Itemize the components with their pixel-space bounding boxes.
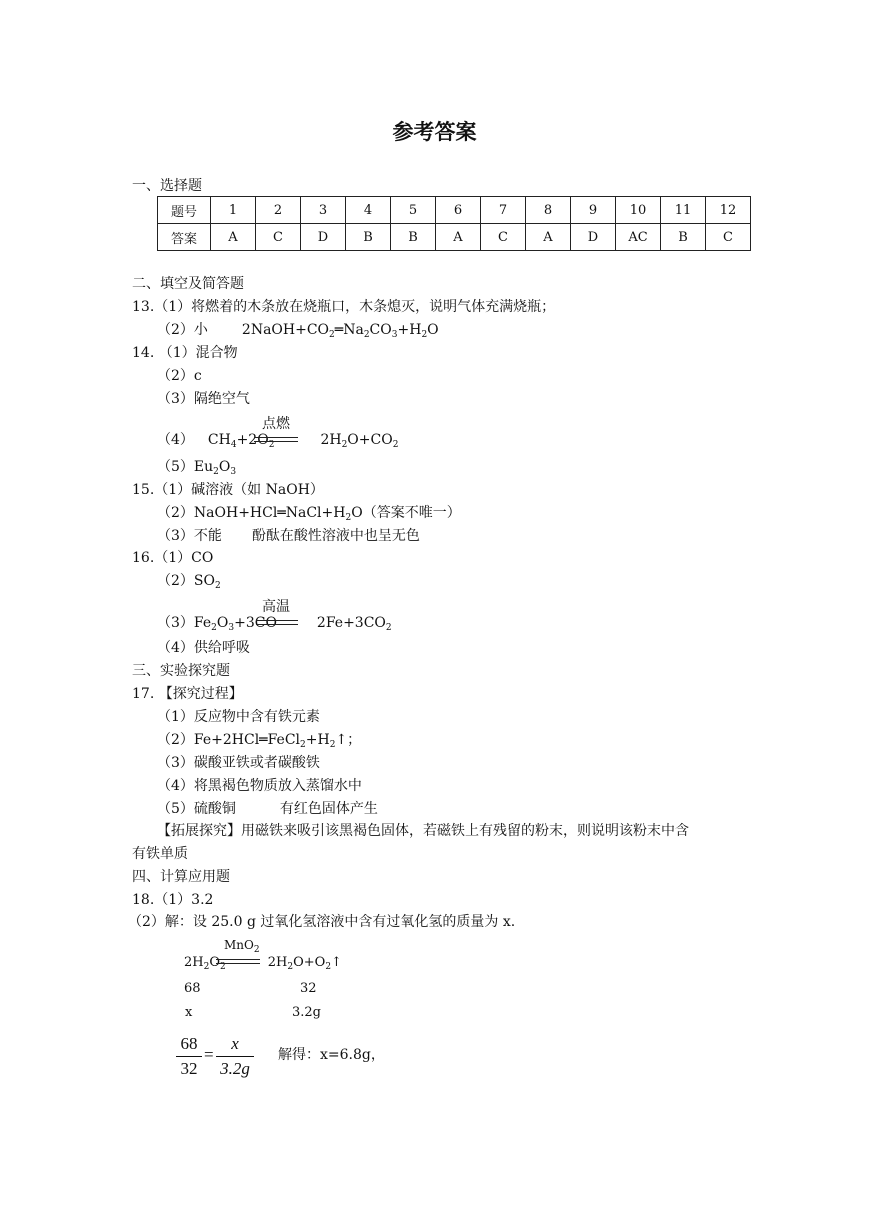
- reaction-condition: MnO$_2$: [224, 938, 260, 955]
- answer-table: [157, 196, 751, 251]
- table-cell: 6: [436, 197, 481, 224]
- answer-line: 15.（1）碱溶液（如 NaOH）: [132, 482, 324, 498]
- table-row: [158, 224, 751, 251]
- answer-line: （1）反应物中含有铁元素: [157, 709, 320, 725]
- answer-line: （2）解：设 25.0 g 过氧化氢溶液中含有过氧化氢的质量为 x.: [128, 914, 516, 930]
- reaction-condition: 点燃: [262, 416, 290, 432]
- equation-arrow: [216, 959, 260, 964]
- answer-line: 14. （1）混合物: [132, 345, 238, 361]
- answer-line: （5）硫酸铜 有红色固体产生: [157, 801, 378, 817]
- table-cell: C: [481, 224, 526, 251]
- table-cell: 5: [391, 197, 436, 224]
- table-cell: A: [211, 224, 256, 251]
- variable: 3.2g: [292, 1005, 321, 1020]
- table-cell: 11: [661, 197, 706, 224]
- section-heading: 一、选择题: [132, 178, 202, 194]
- table-cell: B: [346, 224, 391, 251]
- table-cell: 10: [616, 197, 661, 224]
- answer-line: $(2)SO_2$: [157, 573, 221, 591]
- table-cell: C: [706, 224, 751, 251]
- reaction-condition: 高温: [262, 599, 290, 615]
- answer-line: $(3)Fe_2O_3+3CO$ $2Fe+3CO_2$: [157, 615, 392, 633]
- answer-line: （3）隔绝空气: [157, 391, 250, 407]
- answer-line: 解得：x=6.8g，: [278, 1047, 385, 1063]
- fraction: x 3.2g: [216, 1034, 254, 1079]
- section-heading: 三、实验探究题: [132, 663, 230, 679]
- table-row: [158, 197, 751, 224]
- answer-line: $(2)Fe+2HCl═FeCl_2+H_2↑$；: [157, 732, 362, 750]
- molar-mass: 32: [300, 981, 317, 996]
- table-cell: 1: [211, 197, 256, 224]
- answer-line: （4） $CH_4+2O_2$ $2H_2O+CO_2$: [157, 432, 399, 450]
- answer-line: （3）碳酸亚铁或者碳酸铁: [157, 755, 320, 771]
- equals-sign: =: [204, 1045, 214, 1064]
- answer-line: （2）小 $2NaOH+CO_2═Na_2CO_3+H_2O$: [157, 322, 439, 340]
- answer-line: 有铁单质: [132, 846, 188, 862]
- table-cell: 2: [256, 197, 301, 224]
- answer-line: （2）c: [157, 368, 202, 384]
- table-cell: D: [571, 224, 616, 251]
- table-cell: B: [391, 224, 436, 251]
- answer-line: 18.（1）3.2: [132, 892, 214, 908]
- section-heading: 四、计算应用题: [132, 869, 230, 885]
- variable: x: [185, 1005, 193, 1020]
- table-cell: 7: [481, 197, 526, 224]
- answer-line: 16.（1）CO: [132, 550, 214, 566]
- equation-arrow: [256, 620, 298, 625]
- answer-line: $2H_2O_2$ $2H_2O+O_2↑$: [184, 955, 342, 972]
- table-cell: C: [256, 224, 301, 251]
- answer-line: （4）供给呼吸: [157, 640, 250, 656]
- answer-line: $(2)NaOH+HCl═NaCl+H_2O$（答案不唯一）: [157, 505, 461, 523]
- fraction: 68 32: [176, 1034, 202, 1079]
- answer-line: 【拓展探究】用磁铁来吸引该黑褐色固体，若磁铁上有残留的粉末，则说明该粉末中含: [157, 823, 689, 839]
- section-heading: 二、填空及简答题: [132, 276, 244, 292]
- table-cell: 题号: [158, 197, 211, 224]
- table-cell: 8: [526, 197, 571, 224]
- table-cell: AC: [616, 224, 661, 251]
- molar-mass: 68: [184, 981, 201, 996]
- answer-line: （3）不能 酚酞在酸性溶液中也呈无色: [157, 528, 420, 544]
- table-cell: 3: [301, 197, 346, 224]
- table-cell: 12: [706, 197, 751, 224]
- table-cell: 4: [346, 197, 391, 224]
- answer-line: 17. 【探究过程】: [132, 686, 243, 702]
- answer-line: $(5)Eu_2O_3$: [157, 459, 237, 477]
- equation-arrow: [254, 437, 298, 442]
- table-cell: 答案: [158, 224, 211, 251]
- answer-line: （4）将黑褐色物质放入蒸馏水中: [157, 778, 362, 794]
- page-title: 参考答案: [392, 120, 477, 144]
- table-cell: A: [436, 224, 481, 251]
- table-cell: D: [301, 224, 346, 251]
- table-cell: 9: [571, 197, 616, 224]
- table-cell: B: [661, 224, 706, 251]
- answer-line: 13.（1）将燃着的木条放在烧瓶口，木条熄灭，说明气体充满烧瓶；: [132, 299, 556, 315]
- table-cell: A: [526, 224, 571, 251]
